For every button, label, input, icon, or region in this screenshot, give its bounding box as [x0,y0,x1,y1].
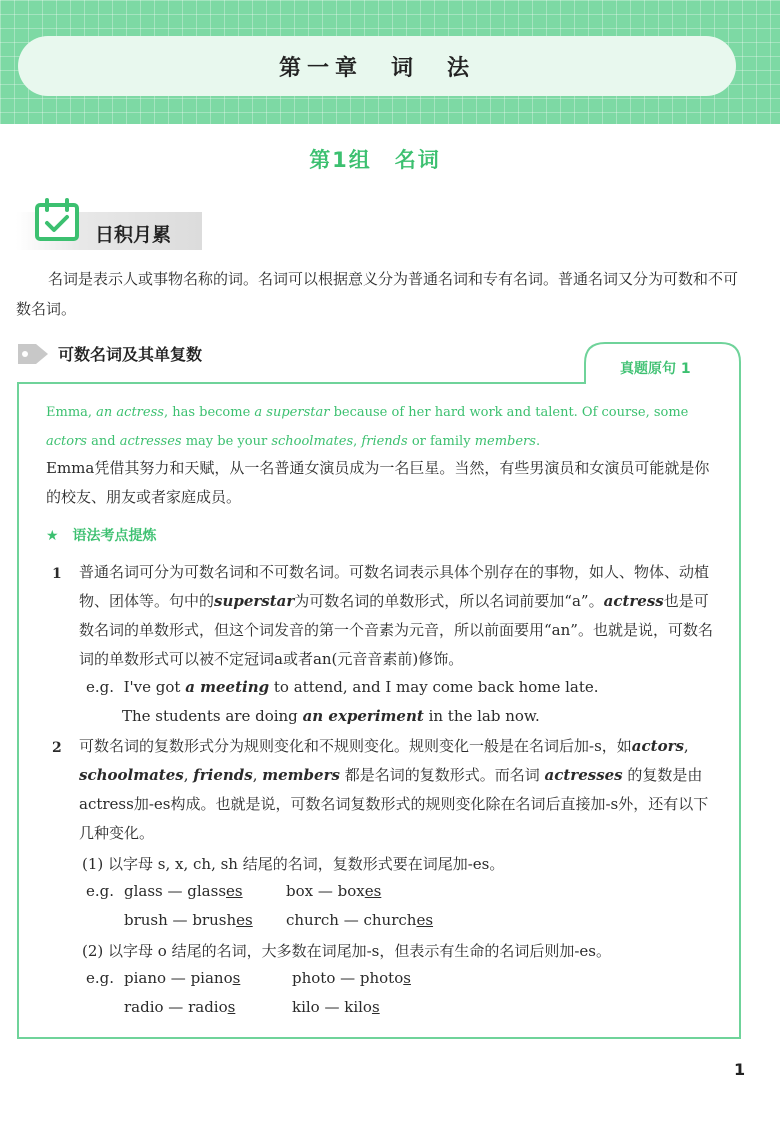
example-word [286,882,381,900]
point-text: 也是可数名词的单数形式，但这个词发音的第一个音素为元音，所以前面要用“an”。也就是说，可数名词的单数形式可以被不定冠词a或者an(元音音素前)修饰。 [79,592,713,668]
example-word [124,969,240,987]
example-word [124,911,253,929]
example-word [286,911,433,929]
word-suffix: es [236,911,253,929]
word-suffix: es [416,911,434,929]
keyword: friends [193,766,253,784]
keyword: superstar [214,592,295,610]
word-suffix: s [371,998,380,1016]
en-part: . [535,434,541,449]
point-text: 可数名词的复数形式分为规则变化和不规则变化。规则变化一般是在名词后加-s，如 [79,737,632,755]
en-highlight: schoolmates [271,434,354,449]
example-word [292,969,411,987]
keyword: a meeting [185,678,270,696]
point-text: 为可数名词的单数形式，所以名词前要加“a”。 [294,592,604,610]
example-word [124,882,243,900]
intro-paragraph: 名词是表示人或事物名称的词。名词可以根据意义分为普通名词和专有名词。普通名词又分为可数和不可数名词。 [16,270,739,318]
word-base: glass — glass [124,882,227,900]
word-suffix: s [227,998,236,1016]
example-word [124,998,235,1016]
keyword: members [262,766,340,784]
point-text: , [683,737,689,755]
word-base: photo — photo [292,969,404,987]
keyword: actress [603,592,664,610]
point-text: 都是名词的复数形式。而名词 [344,766,540,784]
en-highlight: an actress [96,405,164,420]
example-word [292,998,380,1016]
point-text: 的复数是由actress加-es构成。也就是说，可数名词复数形式的规则变化除在名词后直接加-s外，还有以下几种变化。 [79,766,709,842]
grammar-points-title: ★ 语法考点提炼 [46,528,157,544]
en-highlight: actors [46,434,87,449]
word-base: brush — brush [124,911,237,929]
word-base: kilo — kilo [292,998,372,1016]
en-part: and [91,434,116,449]
example-text: in the lab now. [428,707,540,725]
en-part: may be your [185,434,268,449]
example-text: The students are doing [122,707,298,725]
eg-label: e.g. [86,882,115,900]
keyword: an experiment [302,707,424,725]
example-text: I've got [123,678,181,696]
word-suffix: s [403,969,411,987]
rule-2: (2) 以字母 o 结尾的名词，大多数在词尾加-s，但表示有生命的名词后则加-es。 [82,942,611,960]
keyword: schoolmates [79,766,184,784]
rule-1: (1) 以字母 s, x, ch, sh 结尾的名词，复数形式要在词尾加-es。 [82,855,505,873]
group-title: 第1组 名词 [309,148,441,172]
point-text: 普通名词可分为可数名词和不可数名词。可数名词表示具体个别存在的事物，如人、物体、动植物、团体等。句中的 [79,563,710,610]
word-base: box — box [286,882,365,900]
section-label: 日积月累 [95,224,172,246]
word-base: radio — radio [124,998,228,1016]
en-highlight: actresses [119,434,182,449]
topic-title: 可数名词及其单复数 [58,345,203,364]
en-part: , [353,434,358,449]
word-base: church — church [286,911,417,929]
word-suffix: es [226,882,243,900]
en-part: because of her hard work and talent. Of course, some [333,405,689,420]
en-part: or family [411,434,471,449]
en-highlight: a superstar [254,405,330,420]
page-number: 1 [734,1060,746,1079]
example-line [122,707,540,725]
point-number: 1 [52,566,62,582]
point-text: , [252,766,258,784]
en-highlight: members [474,434,536,449]
word-base: piano — piano [124,969,233,987]
word-suffix: s [232,969,241,987]
box-tab-label: 真题原句 1 [620,361,691,377]
en-part: Emma, [46,405,93,420]
eg-label: e.g. [86,678,115,696]
english-sentence [46,398,716,456]
keyword: actors [631,737,684,755]
en-part: , has become [163,405,251,420]
eg-label: e.g. [86,969,115,987]
example-text: to attend, and I may come back home late. [273,678,599,696]
point-2-text [79,732,715,848]
example-line [86,678,599,696]
point-text: , [183,766,189,784]
chinese-translation: Emma凭借其努力和天赋，从一名普通女演员成为一名巨星。当然，有些男演员和女演员可能就是你的校友、朋友或者家庭成员。 [46,459,710,506]
keyword: actresses [544,766,623,784]
chapter-title: 第一章 词 法 [18,36,736,96]
point-number: 2 [52,740,62,756]
word-suffix: es [364,882,382,900]
en-highlight: friends [361,434,408,449]
point-1-text [79,558,715,674]
